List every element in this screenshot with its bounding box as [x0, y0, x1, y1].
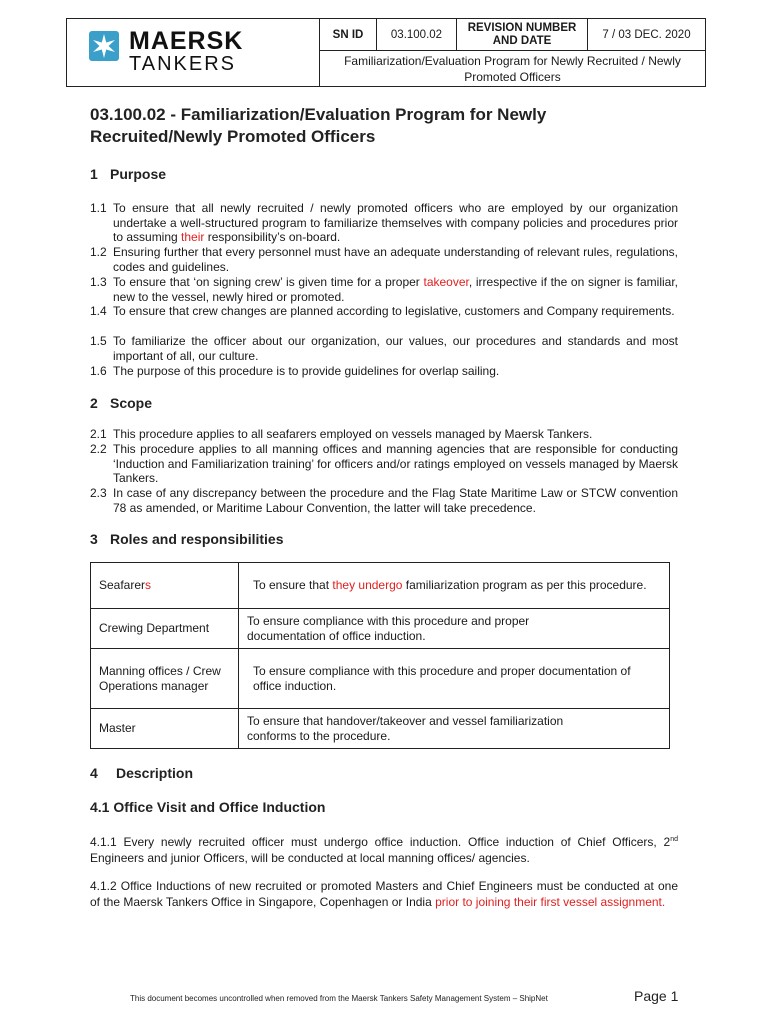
section-heading-roles: 3 Roles and responsibilities	[90, 531, 284, 547]
scope-item: 2.2 This procedure applies to all manning offices and manning agencies that are responsible for conducting ‘Induction and Familiarization training’ for officers and/or ratings employed on vessels managed by Maersk Tankers.	[90, 442, 678, 485]
section-heading-scope: 2 Scope	[90, 395, 153, 411]
sn-id-value: 03.100.02	[376, 19, 456, 51]
revision-label: REVISION NUMBER AND DATE	[456, 19, 587, 51]
scope-item: 2.3 In case of any discrepancy between the procedure and the Flag State Maritime Law or STCW convention 78 as amended, or Maritime Labour Convention, the latter will take precedence.	[90, 486, 678, 515]
subsection-heading: 4.1 Office Visit and Office Induction	[90, 799, 326, 815]
sn-id-label: SN ID	[319, 19, 376, 51]
role-cell: Seafarers	[91, 563, 239, 609]
table-row	[91, 649, 670, 709]
role-cell: Manning offices / Crew Operations manager	[91, 649, 239, 709]
page-title: 03.100.02 - Familiarization/Evaluation Program for Newly Recruited/Newly Promoted Officers	[90, 105, 547, 146]
brand-subname: TANKERS	[129, 53, 236, 75]
role-cell: Master	[91, 709, 239, 749]
purpose-item: 1.1 To ensure that all newly recruited / newly promoted officers who are employed by our organization undertake a well-structured program to familiarize themselves with company policies and procedures prior to assuming their responsibility’s on-board.	[90, 201, 678, 244]
purpose-item: 1.2 Ensuring further that every personnel must have an adequate understanding of relevant rules, regulations, codes and guidelines.	[90, 245, 678, 274]
table-row	[91, 709, 670, 749]
description-paragraph: 4.1.1 Every newly recruited officer must undergo office induction. Office induction of Chief Officers, 2nd Engineers and junior Officers, will be conducted at local manning offices/ agencies.	[90, 835, 678, 865]
header-doc-title: Familiarization/Evaluation Program for Newly Recruited / Newly Promoted Officers	[319, 51, 705, 86]
section-heading-description: 4 Description	[90, 765, 194, 781]
description-paragraph: 4.1.2 Office Inductions of new recruited or promoted Masters and Chief Engineers must be conducted at one of the Maersk Tankers Office in Singapore, Copenhagen or India prior to joining their first vessel assignment.	[90, 879, 678, 909]
purpose-item: 1.3 To ensure that ‘on signing crew’ is given time for a proper takeover, irrespective if the on signer is familiar, new to the vessel, newly hired or promoted.	[90, 275, 679, 304]
purpose-item: 1.4 To ensure that crew changes are planned according to legislative, customers and Company requirements.	[90, 304, 675, 318]
responsibility-cell: To ensure compliance with this procedure and proper documentation of office induction.	[239, 649, 670, 709]
scope-item: 2.1 This procedure applies to all seafarers employed on vessels managed by Maersk Tankers.	[90, 427, 593, 441]
responsibility-cell: To ensure compliance with this procedure and proper documentation of office induction.	[239, 609, 670, 649]
page-number: Page 1	[634, 988, 679, 1004]
maersk-star-logo-icon	[89, 31, 119, 61]
brand-name: MAERSK	[129, 27, 244, 55]
purpose-item: 1.5 To familiarize the officer about our organization, our values, our procedures and standards and most important of all, our culture.	[90, 334, 678, 363]
purpose-item: 1.6 The purpose of this procedure is to provide guidelines for overlap sailing.	[90, 364, 500, 378]
section-heading-purpose: 1 Purpose	[90, 166, 167, 182]
document-header	[66, 18, 706, 87]
responsibility-cell: To ensure that they undergo familiarization program as per this procedure.	[239, 563, 670, 609]
revision-value: 7 / 03 DEC. 2020	[587, 19, 705, 51]
responsibility-cell: To ensure that handover/takeover and vessel familiarization conforms to the procedure.	[239, 709, 670, 749]
role-cell: Crewing Department	[91, 609, 239, 649]
table-row	[91, 609, 670, 649]
footer-note: This document becomes uncontrolled when removed from the Maersk Tankers Safety Management System – ShipNet	[130, 994, 548, 1003]
roles-table	[90, 562, 670, 749]
table-row	[91, 563, 670, 609]
